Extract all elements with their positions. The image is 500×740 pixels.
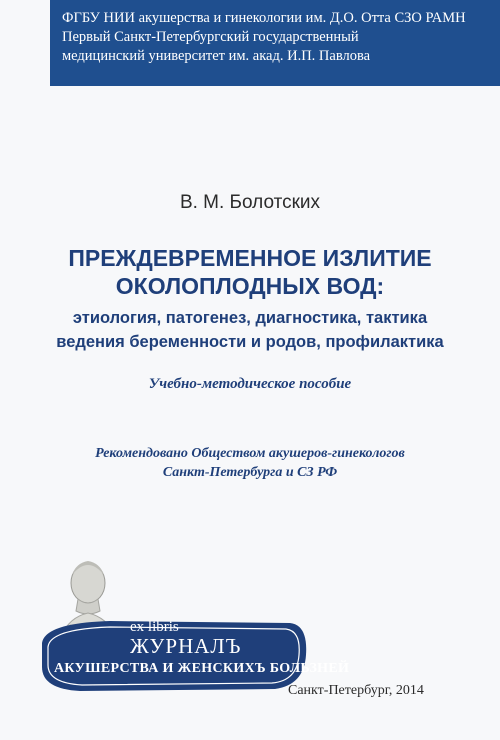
- journal-logo: [40, 555, 350, 700]
- imprint: Санкт-Петербург, 2014: [288, 683, 424, 698]
- publisher-line-1: ФГБУ НИИ акушерства и гинекологии им. Д.О. Отта СЗО РАМН: [62, 10, 466, 26]
- subtitle-line-1: этиология, патогенез, диагностика, тактика: [72, 309, 428, 327]
- title-line-1: ПРЕЖДЕВРЕМЕННОЕ ИЗЛИТИЕ: [68, 245, 432, 271]
- publisher-line-2: Первый Санкт-Петербургский государственный: [62, 29, 359, 45]
- ex-libris-label: ex libris: [130, 619, 179, 635]
- title-line-2: ОКОЛОПЛОДНЫХ ВОД:: [115, 273, 385, 299]
- subtitle-line-2: ведения беременности и родов, профилактика: [56, 333, 444, 351]
- book-genre: Учебно-методическое пособие: [148, 376, 352, 392]
- author-name: В. М. Болотских: [179, 192, 321, 213]
- recommendation-line-2: Санкт-Петербурга и СЗ РФ: [162, 465, 338, 480]
- journal-title: ЖУРНАЛЪ: [130, 634, 242, 658]
- publisher-line-3: медицинский университет им. акад. И.П. Павлова: [62, 48, 371, 64]
- recommendation-line-1: Рекомендовано Обществом акушеров-гинекологов: [95, 446, 405, 461]
- journal-subtitle: АКУШЕРСТВА И ЖЕНСКИХЪ БОЛЬЗНЕЙ: [54, 661, 350, 676]
